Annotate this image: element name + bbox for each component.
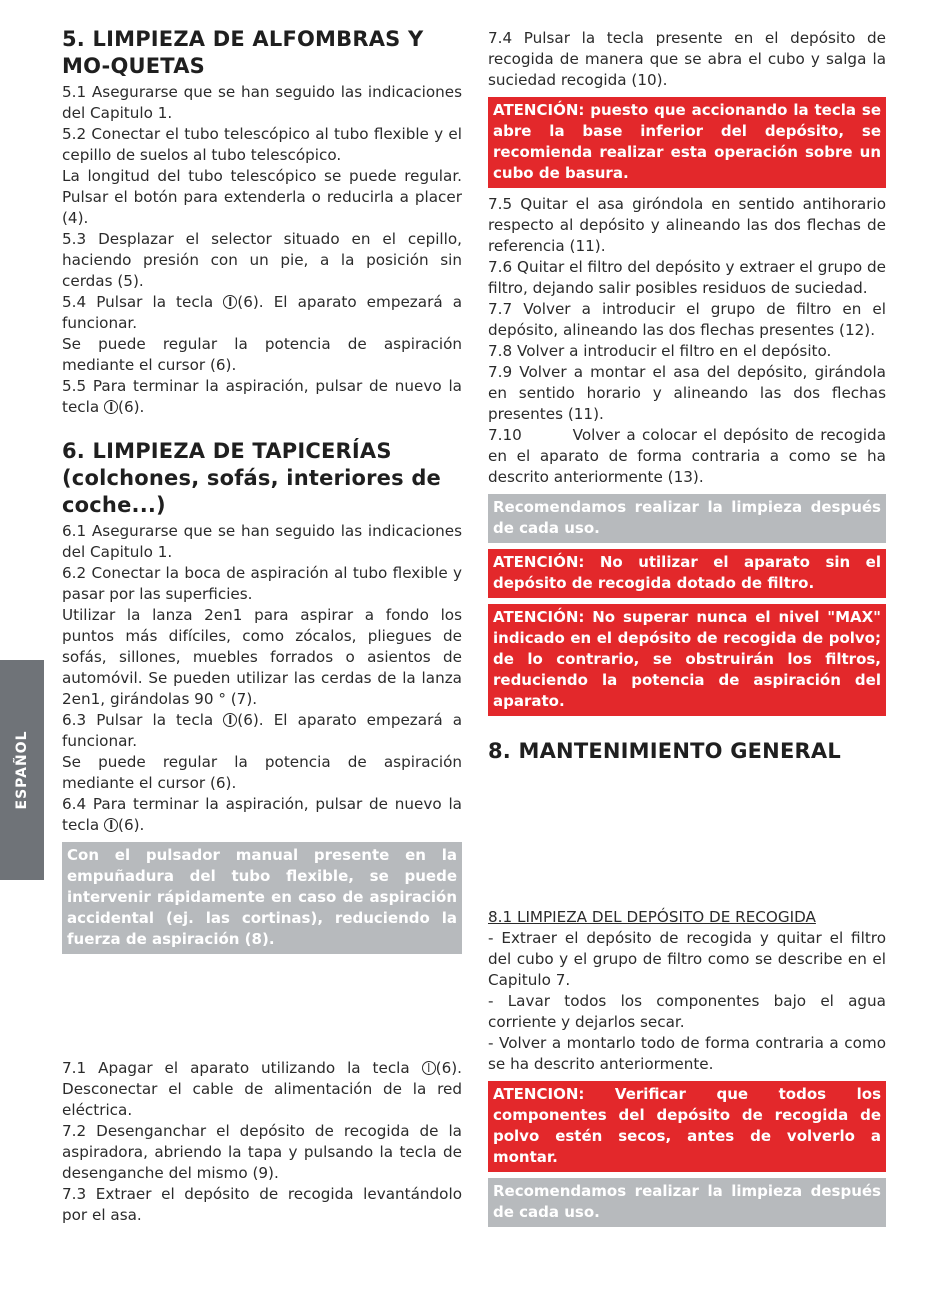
s8-p1: - Extraer el depósito de recogida y quitar el filtro del cubo y el grupo de filtro como se describe en el Capitulo 7. (488, 929, 886, 989)
s8-p3: - Volver a montarlo todo de forma contraria a como se ha descrito anteriormente. (488, 1034, 886, 1073)
language-label: ESPAÑOL (14, 730, 30, 810)
s5-p4: 5.3 Desplazar el selector situado en el cepillo, haciendo presión con un pie, a la posición sin cerdas (5). (62, 230, 462, 290)
s6-p5: Se puede regular la potencia de aspiración mediante el cursor (6). (62, 753, 462, 792)
s5-p5-start: 5.4 Pulsar la tecla (62, 293, 224, 311)
power-icon (223, 713, 237, 727)
s7-p1-end: (6). Desconectar el cable de alimentación de la red eléctrica. (62, 1059, 462, 1119)
s6-p4-end: (6). El aparato empezará a funcionar. (62, 711, 462, 750)
s5-p2: 5.2 Conectar el tubo telescópico al tubo flexible y el cepillo de suelos al tubo telescópico. (62, 125, 462, 164)
left-column-lower (62, 1058, 462, 1226)
s5-p6: Se puede regular la potencia de aspiración mediante el cursor (6). (62, 335, 462, 374)
section-6-title: 6. LIMPIEZA DE TAPICERÍAS (colchones, sofás, interiores de coche...) (62, 439, 441, 517)
s7-p10: 7.10 Volver a colocar el depósito de recogida en el aparato de forma contraria a como se ha descrito anteriormente (13). (488, 426, 891, 486)
s5-p7 (62, 376, 462, 418)
s7-p7: 7.7 Volver a introducir el grupo de filtro en el depósito, alineando las dos flechas presentes (12). (488, 300, 886, 339)
power-icon (104, 400, 118, 414)
section-5-title: 5. LIMPIEZA DE ALFOMBRAS Y MO-QUETAS (62, 27, 424, 78)
right-column (488, 28, 891, 1233)
s7-p4: 7.4 Pulsar la tecla presente en el depósito de recogida de manera que se abra el cubo y salga la suciedad recogida (10). (488, 29, 886, 89)
s5-p5 (62, 292, 462, 334)
s5-p7-end: (6). (118, 398, 145, 416)
s7-p9: 7.9 Volver a montar el asa del depósito, girándola en sentido horario y alineando las dos flechas presentes (11). (488, 363, 886, 423)
s8-warning: ATENCION: Verificar que todos los componentes del depósito de recogida de polvo estén secos, antes de volverlo a montar. (488, 1081, 886, 1172)
left-column (62, 26, 462, 960)
power-icon (223, 295, 237, 309)
s7-p1 (62, 1058, 462, 1121)
s6-p4-start: 6.3 Pulsar la tecla (62, 711, 224, 729)
s7-p8: 7.8 Volver a introducir el filtro en el depósito. (488, 342, 832, 360)
s8-subtitle: 8.1 LIMPIEZA DEL DEPÓSITO DE RECOGIDA (488, 908, 816, 926)
language-side-tab (0, 660, 44, 880)
s5-p3: La longitud del tubo telescópico se puede regular. Pulsar el botón para extenderla o reducirla a placer (4). (62, 167, 462, 227)
s7-warning-1: ATENCIÓN: puesto que accionando la tecla se abre la base inferior del depósito, se recomienda realizar esta operación sobre un cubo de basura. (488, 97, 886, 188)
s6-p6 (62, 794, 462, 836)
s7-p6: 7.6 Quitar el filtro del depósito y extraer el grupo de filtro, dejando salir posibles residuos de suciedad. (488, 258, 886, 297)
power-icon (104, 818, 118, 832)
s8-p2: - Lavar todos los componentes bajo el agua corriente y dejarlos secar. (488, 992, 886, 1031)
s7-warning-3: ATENCIÓN: No superar nunca el nivel "MAX" indicado en el depósito de recogida de polvo; de lo contrario, se obstruirán los filtros, reduciendo la potencia de aspiración del aparato. (488, 604, 886, 716)
s5-p1: 5.1 Asegurarse que se han seguido las indicaciones del Capitulo 1. (62, 83, 462, 122)
s6-p2: 6.2 Conectar la boca de aspiración al tubo flexible y pasar por las superficies. (62, 564, 462, 603)
s6-p1: 6.1 Asegurarse que se han seguido las indicaciones del Capitulo 1. (62, 522, 462, 561)
s6-p3: Utilizar la lanza 2en1 para aspirar a fondo los puntos más difíciles, como zócalos, pliegues de sofás, sillones, muebles forrados o asientos de automóvil. Se pueden utilizar las cerdas de la lanza 2en1, girándolas 90 ° (7). (62, 606, 462, 708)
s6-p6-start: 6.4 Para terminar la aspiración, pulsar de nuevo la tecla (62, 795, 462, 834)
s7-p1-start: 7.1 Apagar el aparato utilizando la tecla (62, 1059, 422, 1077)
s8-recommendation: Recomendamos realizar la limpieza después de cada uso. (488, 1178, 886, 1227)
s7-p3: 7.3 Extraer el depósito de recogida levantándolo por el asa. (62, 1185, 462, 1224)
s7-warning-2: ATENCIÓN: No utilizar el aparato sin el depósito de recogida dotado de filtro. (488, 549, 886, 598)
power-icon (422, 1061, 436, 1075)
s6-p4 (62, 710, 462, 752)
s6-note-box: Con el pulsador manual presente en la empuñadura del tubo flexible, se puede intervenir rápidamente en caso de aspiración accidental (ej. las cortinas), reduciendo la fuerza de aspiración (8). (62, 842, 462, 954)
s5-p5-end: (6). El aparato empezará a funcionar. (62, 293, 462, 332)
s7-recommendation: Recomendamos realizar la limpieza después de cada uso. (488, 494, 886, 543)
s6-p6-end: (6). (118, 816, 145, 834)
s5-p7-start: 5.5 Para terminar la aspiración, pulsar de nuevo la tecla (62, 377, 462, 416)
s7-p5: 7.5 Quitar el asa giróndola en sentido antihorario respecto al depósito y alineando las dos flechas de referencia (11). (488, 195, 886, 255)
s7-p2: 7.2 Desenganchar el depósito de recogida de la aspiradora, abriendo la tapa y pulsando la tecla de desenganche del mismo (9). (62, 1122, 462, 1182)
section-8-title: 8. MANTENIMIENTO GENERAL (488, 739, 841, 763)
